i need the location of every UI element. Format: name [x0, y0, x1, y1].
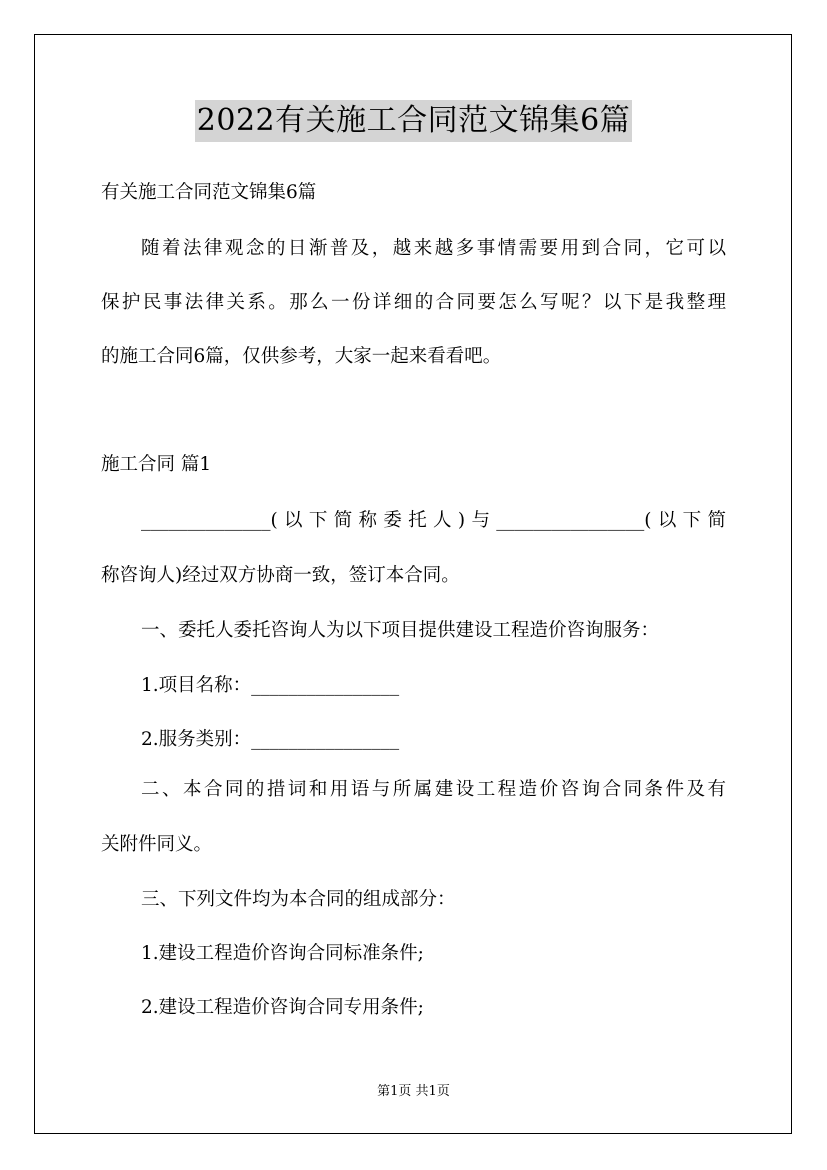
- clause-3: 三、下列文件均为本合同的组成部分：: [141, 889, 456, 910]
- clause-1: 一、委托人委托咨询人为以下项目提供建设工程造价咨询服务：: [141, 620, 660, 641]
- intro-line-3: 的施工合同6篇，仅供参考，大家一起来看看吧。: [101, 346, 502, 367]
- section-heading: 施工合同 篇1: [101, 454, 212, 475]
- clause-2-line-2: 关附件同义。: [101, 834, 213, 855]
- parties-line-2: 称咨询人)经过双方协商一致，签订本合同。: [101, 565, 460, 586]
- clause-2-line-1: 二、本合同的措词和用语与所属建设工程造价咨询合同条件及有: [141, 779, 726, 800]
- document-title-container: [0, 100, 827, 142]
- intro-line-1: 随着法律观念的日渐普及，越来越多事情需要用到合同，它可以: [141, 238, 726, 259]
- parties-line-1: ______________(以下简称委托人)与________________(以下简: [141, 510, 726, 531]
- page-number-footer: 第1页 共1页: [377, 1084, 450, 1099]
- project-name-item: 1.项目名称：________________: [141, 675, 400, 696]
- document-item-2: 2.建设工程造价咨询合同专用条件;: [141, 997, 424, 1018]
- document-subtitle: 有关施工合同范文锦集6篇: [101, 182, 317, 203]
- intro-line-2: 保护民事法律关系。那么一份详细的合同要怎么写呢？以下是我整理: [101, 292, 726, 313]
- document-item-1: 1.建设工程造价咨询合同标准条件;: [141, 943, 424, 964]
- service-type-item: 2.服务类别：________________: [141, 729, 400, 750]
- document-title: 2022有关施工合同范文锦集6篇: [195, 100, 632, 142]
